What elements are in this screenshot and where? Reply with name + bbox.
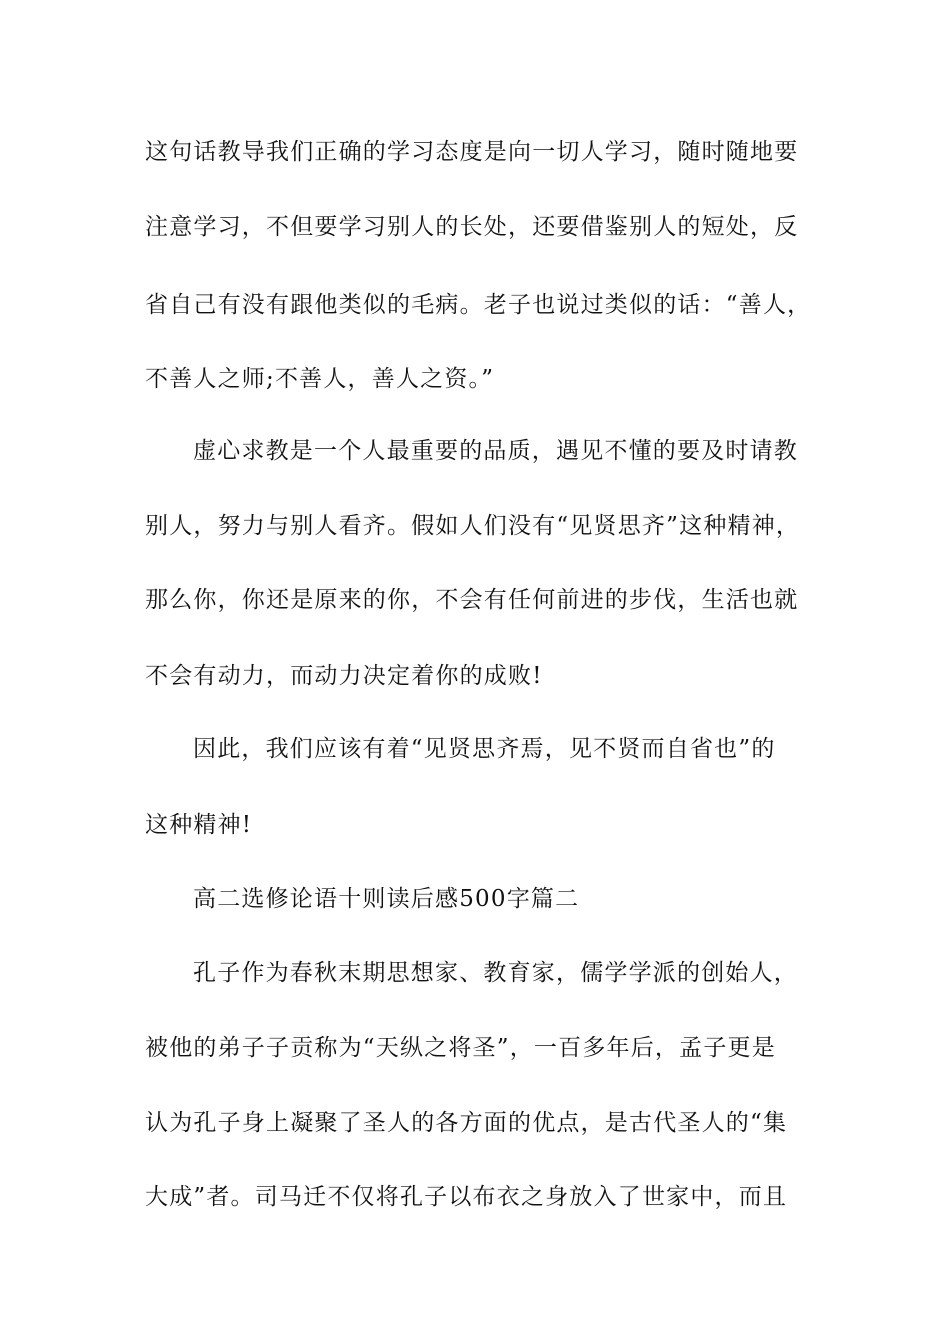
- paragraph-first-line: 孔子作为春秋末期思想家、教育家，儒学学派的创始人，: [193, 960, 798, 986]
- text-line: 省自己有没有跟他类似的毛病。老子也说过类似的话：“善人，: [145, 292, 812, 318]
- paragraph-first-line: 因此，我们应该有着“见贤思齐焉，见不贤而自省也”的: [193, 736, 776, 762]
- paragraph-first-line: 虚心求教是一个人最重要的品质，遇见不懂的要及时请教: [193, 438, 798, 464]
- text-line: 这种精神!: [145, 812, 253, 838]
- text-line: 不会有动力，而动力决定着你的成败!: [145, 663, 543, 689]
- text-line: 注意学习，不但要学习别人的长处，还要借鉴别人的短处，反: [145, 214, 799, 240]
- text-line: 那么你，你还是原来的你，不会有任何前进的步伐，生活也就: [145, 587, 799, 613]
- text-line: 不善人之师;不善人，善人之资。”: [145, 366, 495, 392]
- text-line: 认为孔子身上凝聚了圣人的各方面的优点，是古代圣人的“集: [145, 1110, 788, 1136]
- text-line: 别人，努力与别人看齐。假如人们没有“见贤思齐”这种精神，: [145, 513, 801, 539]
- section-heading: 高二选修论语十则读后感500字篇二: [193, 886, 580, 912]
- text-line: 这句话教导我们正确的学习态度是向一切人学习，随时随地要: [145, 139, 799, 165]
- text-line: 大成”者。司马迁不仅将孔子以布衣之身放入了世家中，而且: [145, 1184, 788, 1210]
- text-line: 被他的弟子子贡称为“天纵之将圣”，一百多年后，孟子更是: [145, 1035, 776, 1061]
